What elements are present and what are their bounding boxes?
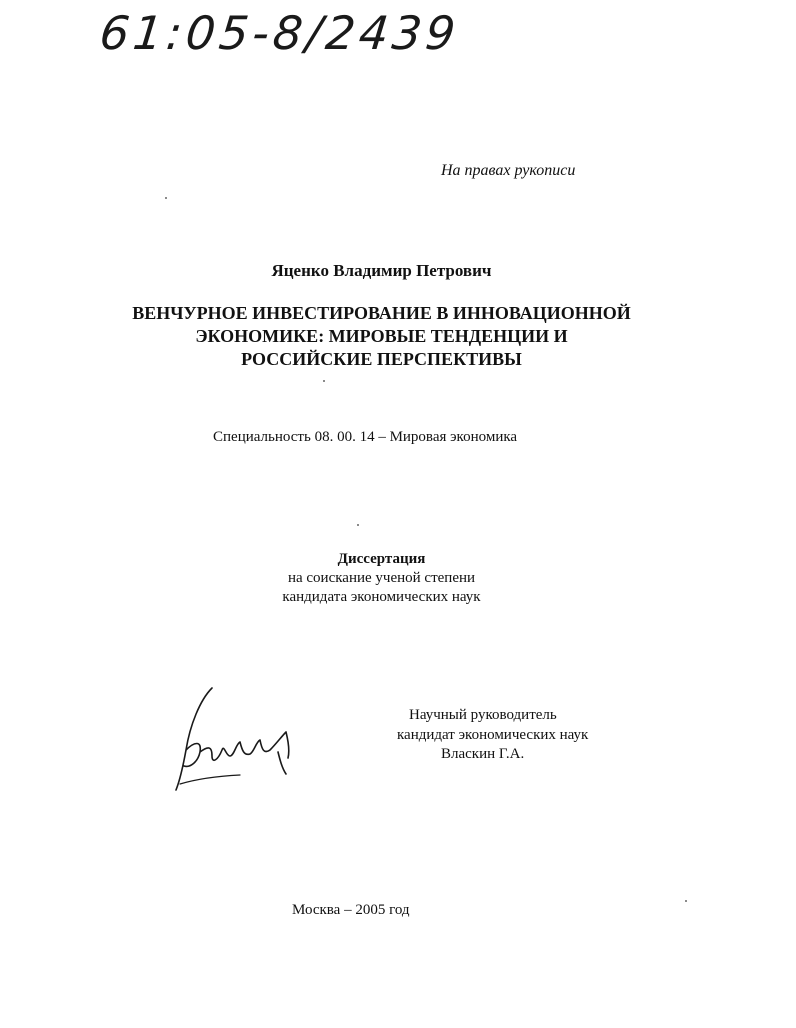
scan-speck [357, 524, 359, 526]
scan-speck [685, 900, 687, 902]
supervisor-degree: кандидат экономических наук [397, 726, 589, 743]
author-name: Яценко Владимир Петрович [271, 261, 492, 280]
dissertation-heading: Диссертация [337, 551, 426, 567]
dissertation-block [0, 550, 763, 607]
dissertation-line: кандидата экономических наук [282, 589, 481, 605]
thesis-title [0, 302, 763, 371]
scan-speck [323, 380, 325, 382]
title-line: РОССИЙСКИЕ ПЕРСПЕКТИВЫ [241, 349, 522, 369]
author-signature [160, 680, 300, 800]
supervisor-role: Научный руководитель [409, 707, 557, 723]
title-line: ЭКОНОМИКЕ: МИРОВЫЕ ТЕНДЕНЦИИ И [195, 326, 568, 346]
city-year: Москва – 2005 год [292, 902, 410, 918]
title-line: ВЕНЧУРНОЕ ИНВЕСТИРОВАНИЕ В ИННОВАЦИОННОЙ [132, 303, 631, 323]
supervisor-name: Власкин Г.А. [441, 746, 525, 762]
scan-speck [165, 197, 167, 199]
archive-number: 61:05-8/2439 [97, 6, 462, 60]
rights-notice: На правах рукописи [441, 162, 576, 179]
dissertation-line: на соискание ученой степени [287, 570, 476, 586]
supervisor-block [397, 706, 588, 765]
specialty: Специальность 08. 00. 14 – Мировая экономика [213, 429, 518, 445]
